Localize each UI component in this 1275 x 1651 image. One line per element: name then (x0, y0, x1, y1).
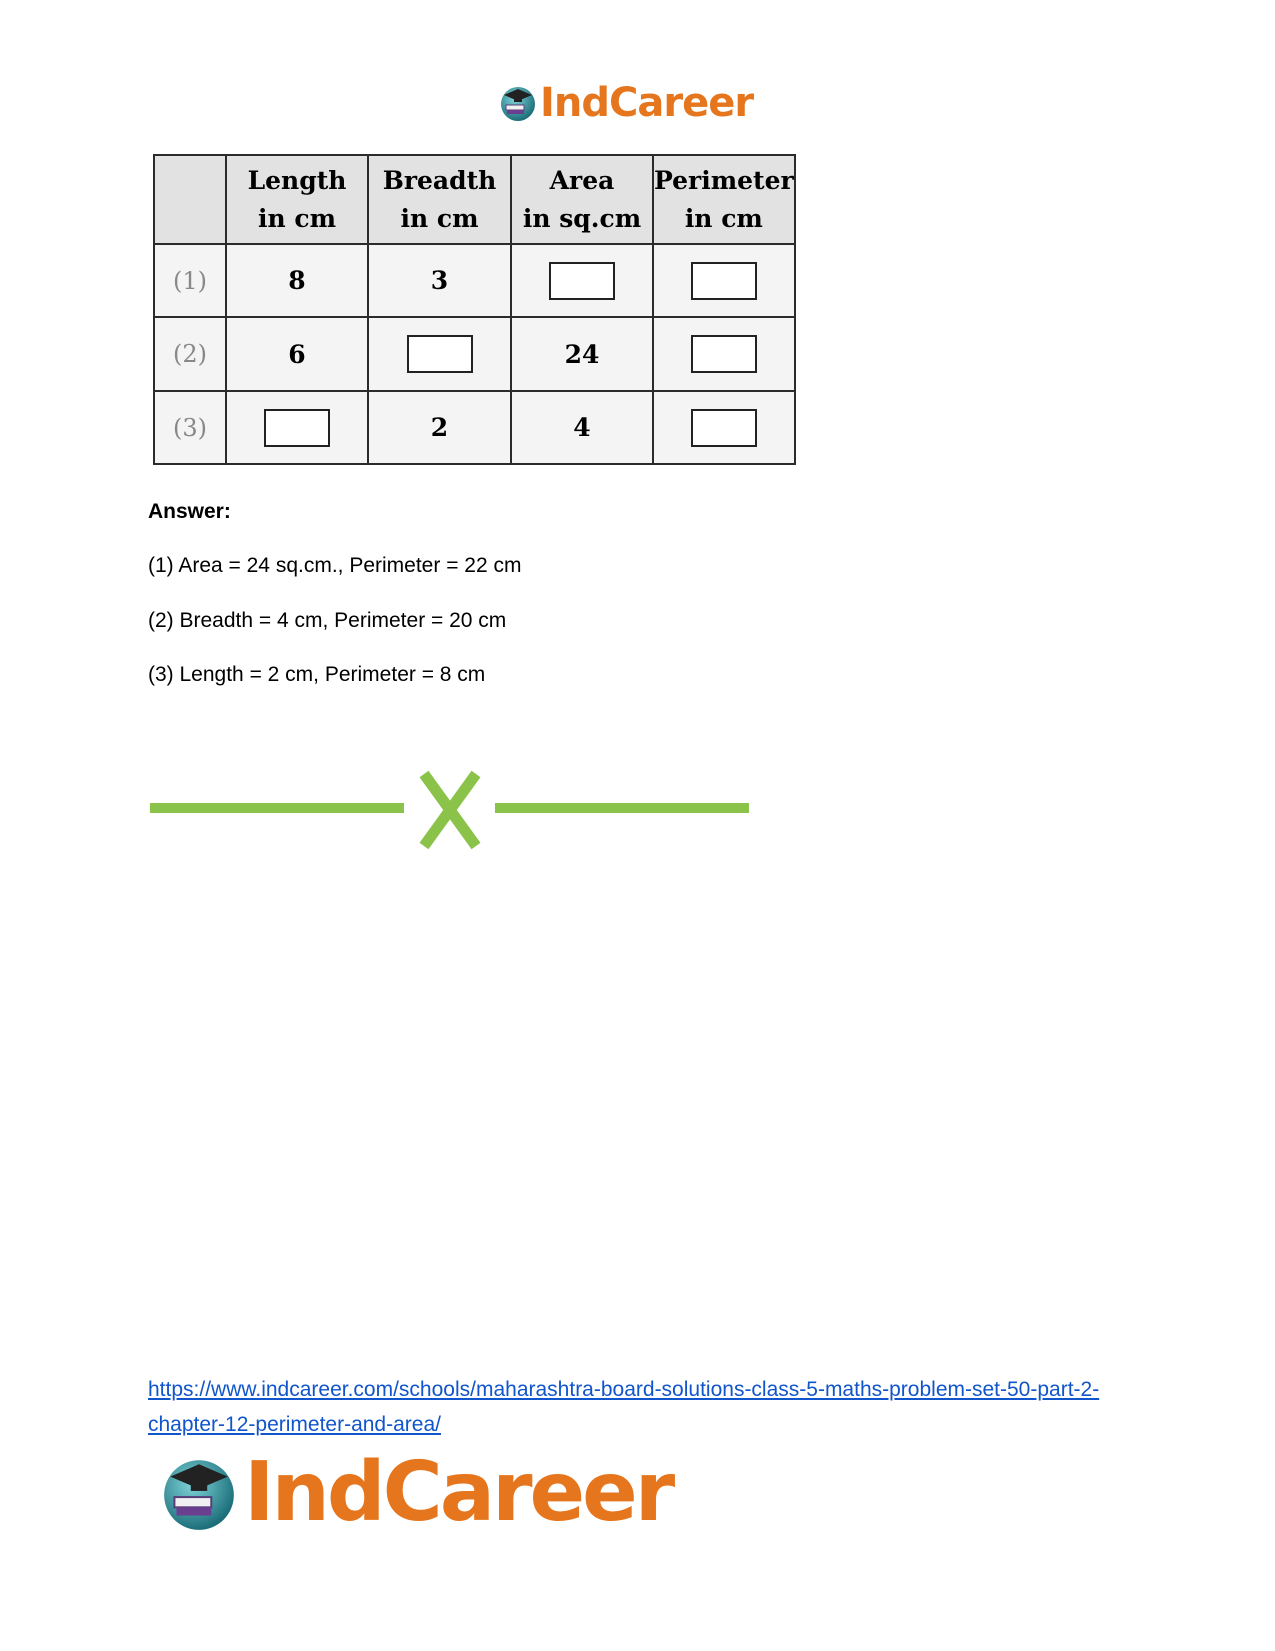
header-area: Area in sq.cm (511, 155, 653, 244)
cell-perimeter (653, 391, 795, 464)
cell-breadth: 2 (368, 391, 511, 464)
table-row (154, 244, 795, 317)
header-length: Length in cm (226, 155, 368, 244)
logo-wordmark: IndCareer (244, 1445, 673, 1540)
cell-area: 24 (511, 317, 653, 391)
answer-blank-box (691, 409, 757, 447)
answer-blank-box (407, 335, 473, 373)
cell-length (226, 391, 368, 464)
answer-line: (3) Length = 2 cm, Perimeter = 8 cm (148, 663, 486, 686)
header-cell-empty (154, 155, 226, 244)
answer-blank-box (691, 335, 757, 373)
header-perimeter: Perimeter in cm (653, 155, 795, 244)
logo-wordmark: IndCareer (540, 80, 754, 126)
cell-area (511, 244, 653, 317)
question-table (153, 154, 796, 465)
answer-blank-box (264, 409, 330, 447)
table-row (154, 317, 795, 391)
answer-line: (2) Breadth = 4 cm, Perimeter = 20 cm (148, 609, 507, 632)
table-row (154, 391, 795, 464)
answer-heading: Answer: (148, 500, 231, 523)
cell-perimeter (653, 317, 795, 391)
cell-area: 4 (511, 391, 653, 464)
answer-blank-box (691, 262, 757, 300)
globe-graduation-cap-icon (498, 83, 538, 123)
header-logo (498, 80, 753, 126)
row-label: (3) (154, 391, 226, 464)
answer-blank-box (549, 262, 615, 300)
cell-length: 8 (226, 244, 368, 317)
cell-perimeter (653, 244, 795, 317)
source-link[interactable]: https://www.indcareer.com/schools/maharashtra-board-solutions-class-5-maths-problem-set-50-part-2-chapter-12-perimeter-and-area/ (148, 1378, 1100, 1436)
cell-breadth: 3 (368, 244, 511, 317)
cell-length: 6 (226, 317, 368, 391)
answer-line: (1) Area = 24 sq.cm., Perimeter = 22 cm (148, 554, 522, 577)
footer-logo (158, 1445, 673, 1540)
globe-graduation-cap-icon (158, 1452, 240, 1534)
table-header-row (154, 155, 795, 244)
row-label: (2) (154, 317, 226, 391)
x-separator-icon (150, 770, 750, 850)
row-label: (1) (154, 244, 226, 317)
header-breadth: Breadth in cm (368, 155, 511, 244)
cell-breadth (368, 317, 511, 391)
